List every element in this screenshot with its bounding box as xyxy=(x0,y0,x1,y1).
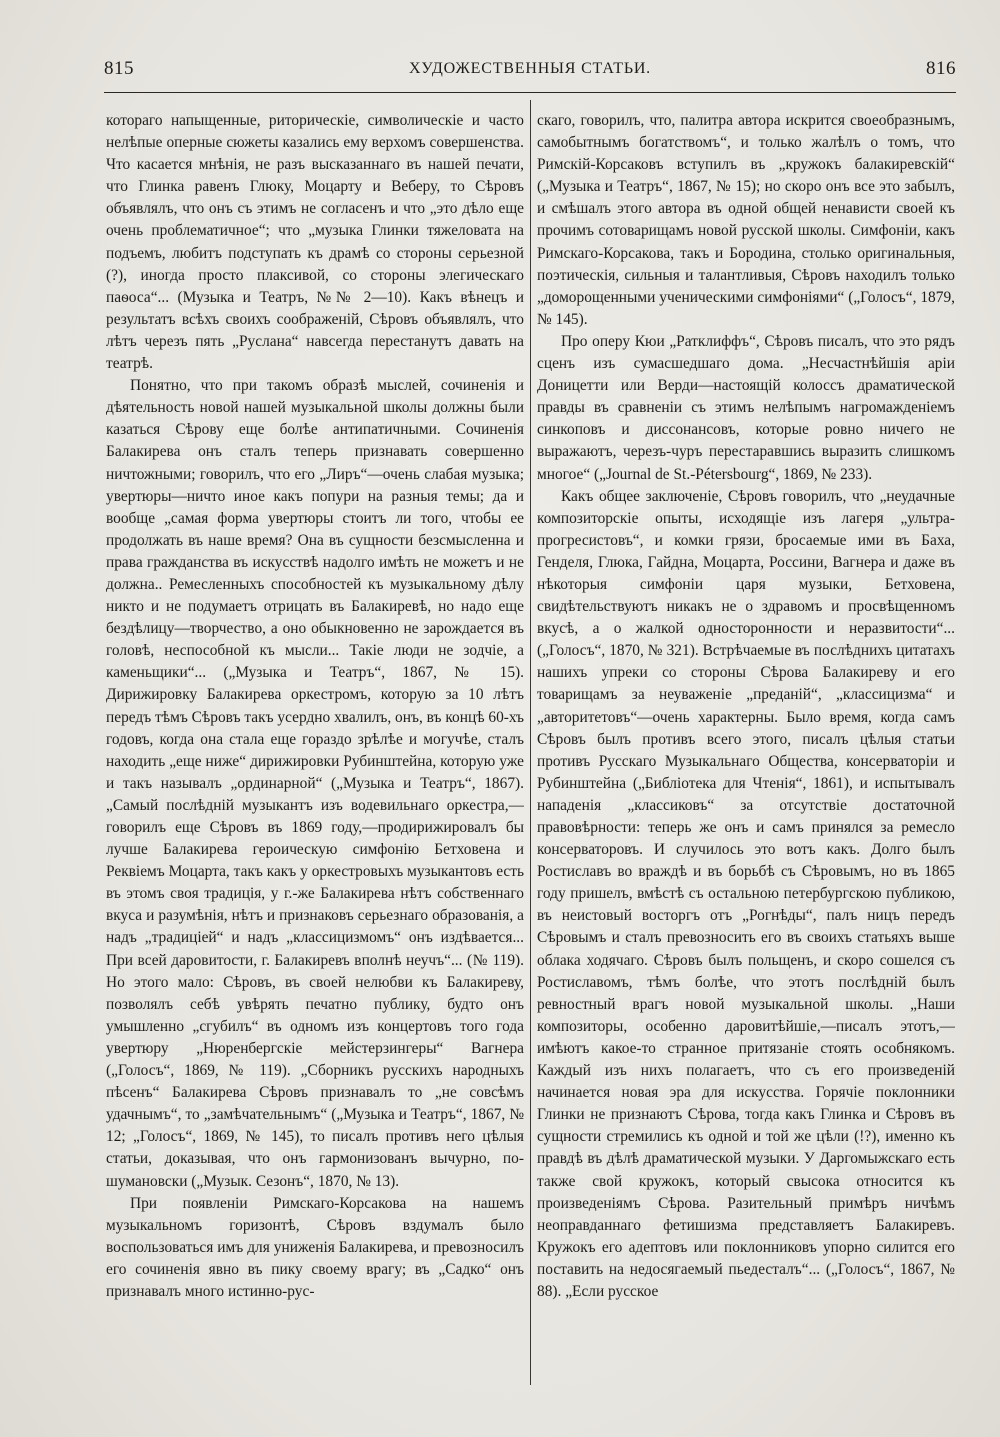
paragraph: котораго напыщенные, риторическiе, символическiе и часто нелѣпые оперные сюжеты казались ему верхомъ совершенства. Что касается мнѣнiя, не разъ высказаннаго въ нашей печати, что Глинка равенъ Глюку, Моцарту и Веберу, то Сѣровъ объявлялъ, что онъ съ этимъ не согласенъ и что „это дѣло еще очень проблематичное“; что „музыка Глинки тяжеловата на подъемъ, любитъ подступать къ драмѣ со стороны серьезной (?), иногда просто плаксивой, со стороны элегическаго паѳоса“... (Музыка и Театръ, №№ 2—10). Какъ вѣнецъ и результатъ всѣхъ своихъ соображенiй, Сѣровъ объявлялъ, что лѣтъ черезъ пять „Руслана“ навсегда перестанутъ давать на театрѣ. xyxy=(106,112,524,373)
page-number-left: 815 xyxy=(104,58,134,79)
paragraph: При появленiи Римскаго-Корсакова на нашемъ музыкальномъ горизонтѣ, Сѣровъ вздумалъ было воспользоваться имъ для униженiя Балакирева, и превозносилъ его сочиненiя явно въ пику своему врагу; въ „Садко“ онъ признавалъ много истинно-рус- xyxy=(106,1194,524,1300)
paragraph: скаго, говорилъ, что, палитра автора искрится своеобразнымъ, самобытнымъ богатствомъ“, и только жалѣлъ о томъ, что Римскiй-Корсаковъ вступилъ въ „кружокъ балакиревскiй“ („Музыка и Театръ“, 1867, № 15); но скоро онъ все это забылъ, и смѣшалъ этого автора въ одной общей ненависти своей къ прочимъ сотоварищамъ новой русской школы. Симфонiи, какъ Римскаго-Корсакова, такъ и Бородина, столько оригинальныя, поэтическiя, сильныя и талантливыя, Сѣровъ находилъ только „доморощенными ученическими симфонiями“ („Голосъ“, 1879, № 145). xyxy=(537,112,955,328)
right-column xyxy=(537,110,955,1390)
page-header xyxy=(104,58,956,88)
running-title: ХУДОЖЕСТВЕННЫЯ СТАТЬИ. xyxy=(409,60,651,77)
left-column xyxy=(106,110,524,1390)
header-rule xyxy=(104,92,956,93)
paragraph: Какъ общее заключенiе, Сѣровъ говорилъ, что „неудачные композиторскiе опыты, исходящiе изъ лагеря „ультра-прогресистовъ“, и комки грязи, бросаемые ими въ Баха, Генделя, Глюка, Гайдна, Моцарта, Россини, Вагнера и даже въ нѣкоторыя симфонiи царя музыки, Бетховена, свидѣтельствуютъ никакъ не о здравомъ и просвѣщенномъ вкусѣ, а о жалкой односторонности и неразвитости“... („Голосъ“, 1870, № 321). Встрѣчаемые въ послѣднихъ цитатахъ нашихъ упреки со стороны Сѣрова Балакиреву и его товарищамъ за неуваженiе „преданiй“, „классицизма“ и „авторитетовъ“—очень характерны. Было время, когда самъ Сѣровъ былъ противъ всего этого, писалъ цѣлыя статьи противъ Русскаго Музыкальнаго Общества, консерваторiи и Рубинштейна („Библiотека для Чтенiя“, 1861), и испытывалъ нападенiя „классиковъ“ за отсутствiе достаточной правовѣрности: теперь же онъ и самъ принялся за ремесло консерваторовъ. И случилось это вотъ какъ. Долго былъ Ростиславъ во враждѣ и въ борьбѣ съ Сѣровымъ, но въ 1865 году пришелъ, вмѣстѣ съ остальною петербургскою публикою, въ неистовый восторгъ отъ „Рогнѣды“, палъ ницъ передъ Сѣровымъ и сталъ превозносить его въ своихъ статьяхъ выше облака ходячаго. Сѣровъ былъ польщенъ, и скоро сошелся съ Ростиславомъ, тѣмъ болѣе, что этотъ послѣднiй былъ ревностный врагъ новой музыкальной школы. „Наши композиторы, особенно даровитѣйшiе,—писалъ этотъ,—имѣютъ какое-то странное притязанiе стоять особнякомъ. Каждый изъ нихъ полагаетъ, что съ его произведенiй начинается новая эра для искусства. Горячiе поклонники Глинки не признаютъ Сѣрова, тогда какъ Глинка и Сѣровъ въ сущности стремились къ одной и той же цѣли (!?), именно къ правдѣ въ дѣлѣ драматической музыки. У Даргомыжскаго есть также свой кружокъ, который свысока относится къ произведенiямъ Сѣрова. Разительный примѣръ ничѣмъ неоправданнаго фетишизма представляетъ Балакиревъ. Кружокъ его адептовъ или поклонниковъ упорно силится его поставить на недосягаемый пьедесталъ“... („Голосъ“, 1867, № 88). „Если русское xyxy=(537,487,955,1300)
paragraph: Про оперу Кюи „Ратклиффъ“, Сѣровъ писалъ, что это рядъ сценъ изъ сумасшедшаго дома. „Несчастнѣйшiя арiи Доницетти или Верди—настоящiй колоссъ драматической правды въ сравненiи съ этимъ нелѣпымъ нагромажденiемъ синкоповъ и диссонансовъ, которые ровно ничего не выражаютъ, черезъ-чуръ перестаравшись выразить слишкомъ многое“ („Journal de St.-Pétersbourg“, 1869, № 233). xyxy=(537,332,955,483)
page-number-right: 816 xyxy=(926,58,956,79)
column-divider xyxy=(530,100,531,1385)
paragraph: Понятно, что при такомъ образѣ мыслей, сочиненiя и дѣятельность новой нашей музыкальной школы должны были казаться Сѣрову еще болѣе антипатичными. Сочиненiя Балакирева онъ сталъ теперь признавать совершенно ничтожными; говорилъ, что его „Лиръ“—очень слабая музыка; увертюры—ничто иное какъ попури на разныя темы; да и вообще „самая форма увертюры стоитъ ли того, чтобы ее продолжать въ наше время? Она въ сущности безсмысленна и права гражданства въ искусствѣ надолго имѣть не можетъ и не должна.. Ремесленныхъ способностей къ музыкальному дѣлу никто и не подумаетъ отрицать въ Балакиревѣ, но надо еще бездѣлицу—творчество, а оно обыкновенно не зарождается въ головѣ, неспособной къ мысли... Такiе люди не зодчiе, а каменьщики“... („Музыка и Театръ“, 1867, № 15). Дирижировку Балакирева оркестромъ, которую за 10 лѣтъ передъ тѣмъ Сѣровъ такъ усердно хвалилъ, онъ, въ концѣ 60-хъ годовъ, когда она стала еще гораздо зрѣлѣе и могучѣе, сталъ находить „еще ниже“ дирижировки Рубинштейна, которую уже и такъ называлъ „ординарной“ („Музыка и Театръ“, 1867). „Самый послѣднiй музыкантъ изъ водевильнаго оркестра,—говорилъ еще Сѣровъ въ 1869 году,—продирижировалъ бы лучше Балакирева героическую симфонiю Бетховена и Реквiемъ Моцарта, такъ какъ у оркестровыхъ музыкантовъ есть въ этомъ своя традицiя, у г.-же Балакирева нѣтъ собственнаго вкуса и разумѣнiя, нѣтъ и признаковъ серьезнаго образованiя, а надъ „традицiей“ и надъ „классицизмомъ“ онъ издѣвается... При всей даровитости, г. Балакиревъ вполнѣ неучъ“... (№ 119). Но этого мало: Сѣровъ, въ своей нелюбви къ Балакиреву, позволялъ себѣ увѣрять печатно публику, будто онъ умышленно „сгубилъ“ въ одномъ изъ концертовъ того года увертюру „Нюренбергскiе мейстерзингеры“ Вагнера („Голосъ“, 1869, № 119). „Сборникъ русскихъ народныхъ пѣсенъ“ Балакирева Сѣровъ признавалъ то „не совсѣмъ удачнымъ“, то „замѣчательнымъ“ („Музыка и Театръ“, 1867, № 12; „Голосъ“, 1869, № 145), то писалъ противъ него цѣлыя статьи, доказывая, что онъ гармонизованъ вычурно, по-шумановски („Музык. Сезонъ“, 1870, № 13). xyxy=(106,377,524,1190)
